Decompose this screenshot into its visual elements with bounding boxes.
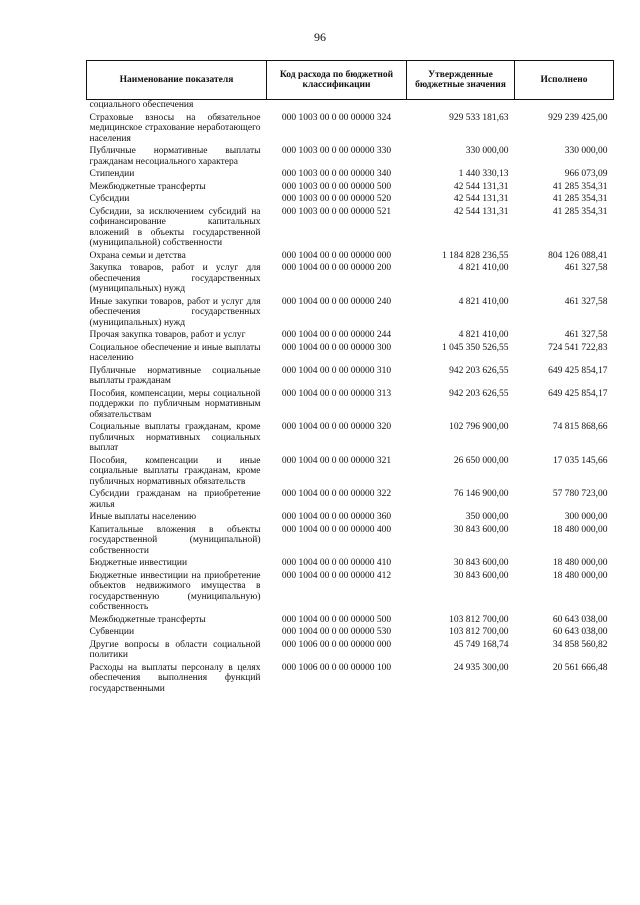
approved-value-cell: 103 812 700,00 [449, 614, 509, 625]
table-row [87, 456, 614, 490]
table-row [87, 343, 614, 366]
executed-value-cell: 18 480 000,00 [552, 524, 608, 535]
executed-value-cell: 41 285 354,31 [552, 206, 608, 217]
expense-code-cell: 000 1004 00 0 00 00000 300 [281, 342, 392, 353]
executed-value-cell: 34 858 560,82 [552, 639, 608, 650]
expense-code-cell: 000 1004 00 0 00 00000 000 [281, 250, 392, 261]
expense-code-cell: 000 1004 00 0 00 00000 322 [281, 489, 392, 499]
table-row [87, 251, 614, 264]
table-row [87, 194, 614, 207]
expense-code-cell: 000 1003 00 0 00 00000 330 [281, 146, 392, 156]
indicator-name-cell: Охрана семьи и детства [89, 250, 186, 261]
indicator-name-cell: Пособия, компенсации и иные социальные выплаты гражданам, кроме публичных нормативных обязательств [89, 455, 261, 487]
expense-code-cell: 000 1003 00 0 00 00000 520 [281, 194, 392, 204]
table-row [87, 113, 614, 147]
indicator-name-cell: Межбюджетные трансферты [89, 614, 206, 625]
table-row [87, 389, 614, 423]
expense-code-cell: 000 1004 00 0 00 00000 360 [281, 512, 392, 522]
approved-value-cell: 30 843 600,00 [453, 570, 509, 581]
approved-value-cell: 45 749 168,74 [453, 639, 509, 650]
indicator-name-cell: Социальное обеспечение и иные выплаты населению [89, 342, 261, 363]
executed-value-cell: 649 425 854,17 [548, 388, 608, 399]
table-row [87, 366, 614, 389]
table-row [87, 640, 614, 663]
indicator-name-cell: Страховые взносы на обязательное медицинское страхование неработающего населения [89, 112, 261, 144]
executed-value-cell: 60 643 038,00 [552, 627, 608, 637]
expense-code-cell: 000 1006 00 0 00 00000 000 [281, 639, 392, 650]
executed-value-cell: 60 643 038,00 [552, 614, 608, 625]
approved-value-cell: 30 843 600,00 [453, 524, 509, 535]
executed-value-cell: 18 480 000,00 [552, 558, 608, 568]
approved-value-cell: 24 935 300,00 [453, 662, 509, 673]
expense-code-cell: 000 1004 00 0 00 00000 313 [281, 388, 392, 399]
table-row [87, 558, 614, 571]
expense-code-cell: 000 1003 00 0 00 00000 340 [281, 169, 392, 179]
indicator-name-cell: Иные выплаты населению [89, 512, 197, 522]
table-row [87, 100, 614, 113]
table-row [87, 571, 614, 615]
expense-code-cell: 000 1003 00 0 00 00000 500 [281, 181, 392, 192]
indicator-name-cell: Публичные нормативные социальные выплаты гражданам [89, 365, 261, 386]
approved-value-cell: 26 650 000,00 [453, 455, 509, 466]
budget-execution-table [86, 60, 614, 696]
approved-value-cell [407, 100, 515, 113]
expense-code-cell: 000 1004 00 0 00 00000 244 [281, 330, 392, 340]
indicator-name-cell: Межбюджетные трансферты [89, 181, 206, 192]
approved-value-cell: 1 440 330,13 [458, 169, 509, 179]
approved-value-cell: 4 821 410,00 [458, 330, 509, 340]
approved-value-cell: 103 812 700,00 [449, 627, 509, 637]
approved-value-cell: 4 821 410,00 [458, 263, 509, 273]
indicator-name-cell: Публичные нормативные выплаты гражданам несоциального характера [89, 146, 261, 167]
indicator-name-cell: Субсидии [89, 194, 130, 204]
approved-value-cell: 942 203 626,55 [449, 388, 509, 399]
expense-code-cell: 000 1004 00 0 00 00000 500 [281, 614, 392, 625]
executed-value-cell: 804 126 088,41 [548, 250, 608, 261]
table-body [87, 100, 614, 697]
header-approved-values: Утвержденные бюджетные значения [407, 61, 515, 100]
approved-value-cell: 42 544 131,31 [453, 194, 509, 204]
page-number: 96 [314, 30, 326, 44]
table-row [87, 663, 614, 697]
executed-value-cell: 461 327,58 [564, 263, 608, 273]
approved-value-cell: 929 533 181,63 [449, 112, 509, 123]
approved-value-cell: 1 045 350 526,55 [442, 342, 509, 353]
indicator-name-cell: Капитальные вложения в объекты государственной (муниципальной) собственности [89, 524, 261, 556]
indicator-name-cell: Бюджетные инвестиции на приобретение объектов недвижимого имущества в государственную (муниципальную) собственность [89, 570, 261, 612]
expense-code-cell: 000 1003 00 0 00 00000 324 [281, 112, 392, 123]
indicator-name-cell: Расходы на выплаты персоналу в целях обеспечения выполнения функций государственными [89, 662, 261, 694]
table-row [87, 489, 614, 512]
table-row [87, 627, 614, 640]
approved-value-cell: 4 821 410,00 [458, 296, 509, 307]
executed-value-cell: 41 285 354,31 [552, 181, 608, 192]
indicator-name-cell: Стипендии [89, 169, 135, 179]
header-executed: Исполнено [515, 61, 614, 100]
indicator-name-cell: Бюджетные инвестиции [89, 558, 188, 568]
expense-code-cell: 000 1004 00 0 00 00000 320 [281, 422, 392, 432]
executed-value-cell: 57 780 723,00 [552, 489, 608, 499]
header-indicator-name: Наименование показателя [87, 61, 267, 100]
table-row [87, 525, 614, 559]
expense-code-cell: 000 1004 00 0 00 00000 530 [281, 627, 392, 637]
approved-value-cell: 1 184 828 236,55 [442, 250, 509, 261]
table-row [87, 512, 614, 525]
table-row [87, 207, 614, 251]
approved-value-cell: 942 203 626,55 [449, 365, 509, 376]
table-row [87, 330, 614, 343]
indicator-name-cell: социального обеспечения [89, 100, 194, 110]
expense-code-cell: 000 1004 00 0 00 00000 400 [281, 524, 392, 535]
indicator-name-cell: Пособия, компенсации, меры социальной поддержки по публичным нормативным обязательствам [89, 388, 261, 420]
executed-value-cell: 929 239 425,00 [548, 112, 608, 123]
executed-value-cell: 649 425 854,17 [548, 365, 608, 376]
table-row [87, 263, 614, 297]
expense-code-cell: 000 1004 00 0 00 00000 240 [281, 296, 392, 307]
indicator-name-cell: Социальные выплаты гражданам, кроме публичных нормативных социальных выплат [89, 422, 261, 453]
executed-value-cell: 20 561 666,48 [552, 662, 608, 673]
expense-code-cell: 000 1004 00 0 00 00000 412 [281, 570, 392, 581]
expense-code-cell: 000 1004 00 0 00 00000 410 [281, 558, 392, 568]
executed-value-cell: 41 285 354,31 [552, 194, 608, 204]
header-expense-code: Код расхода по бюджетной классификации [267, 61, 407, 100]
expense-code-cell: 000 1004 00 0 00 00000 321 [281, 455, 392, 466]
indicator-name-cell: Субвенции [89, 627, 135, 637]
indicator-name-cell: Субсидии гражданам на приобретение жилья [89, 489, 261, 510]
table-row [87, 297, 614, 331]
executed-value-cell: 18 480 000,00 [552, 570, 608, 581]
expense-code-cell [267, 100, 407, 113]
indicator-name-cell: Другие вопросы в области социальной политики [89, 639, 261, 660]
executed-value-cell: 17 035 145,66 [552, 455, 608, 466]
executed-value-cell: 300 000,00 [564, 512, 608, 522]
table-row [87, 422, 614, 456]
table-row [87, 615, 614, 628]
indicator-name-cell: Иные закупки товаров, работ и услуг для обеспечения государственных (муниципальных) нужд [89, 296, 261, 328]
approved-value-cell: 102 796 900,00 [449, 422, 509, 432]
executed-value-cell: 966 073,09 [564, 169, 608, 179]
executed-value-cell [515, 100, 614, 113]
executed-value-cell: 330 000,00 [564, 146, 608, 156]
table-row [87, 146, 614, 169]
executed-value-cell: 724 541 722,83 [548, 342, 608, 353]
approved-value-cell: 76 146 900,00 [453, 489, 509, 499]
approved-value-cell: 42 544 131,31 [453, 181, 509, 192]
approved-value-cell: 330 000,00 [465, 146, 509, 156]
expense-code-cell: 000 1004 00 0 00 00000 200 [281, 263, 392, 273]
executed-value-cell: 461 327,58 [564, 330, 608, 340]
expense-code-cell: 000 1006 00 0 00 00000 100 [281, 662, 392, 673]
executed-value-cell: 74 815 868,66 [552, 422, 608, 432]
table-header-row [87, 61, 614, 100]
indicator-name-cell: Закупка товаров, работ и услуг для обеспечения государственных (муниципальных) нужд [89, 263, 261, 294]
approved-value-cell: 350 000,00 [465, 512, 509, 522]
approved-value-cell: 42 544 131,31 [453, 206, 509, 217]
indicator-name-cell: Прочая закупка товаров, работ и услуг [89, 330, 246, 340]
expense-code-cell: 000 1003 00 0 00 00000 521 [281, 206, 392, 217]
executed-value-cell: 461 327,58 [564, 296, 608, 307]
expense-code-cell: 000 1004 00 0 00 00000 310 [281, 365, 392, 376]
indicator-name-cell: Субсидии, за исключением субсидий на софинансирование капитальных вложений в объекты государственной (муниципальной) собственности [89, 206, 261, 248]
table-row [87, 169, 614, 182]
table-row [87, 182, 614, 195]
approved-value-cell: 30 843 600,00 [453, 558, 509, 568]
